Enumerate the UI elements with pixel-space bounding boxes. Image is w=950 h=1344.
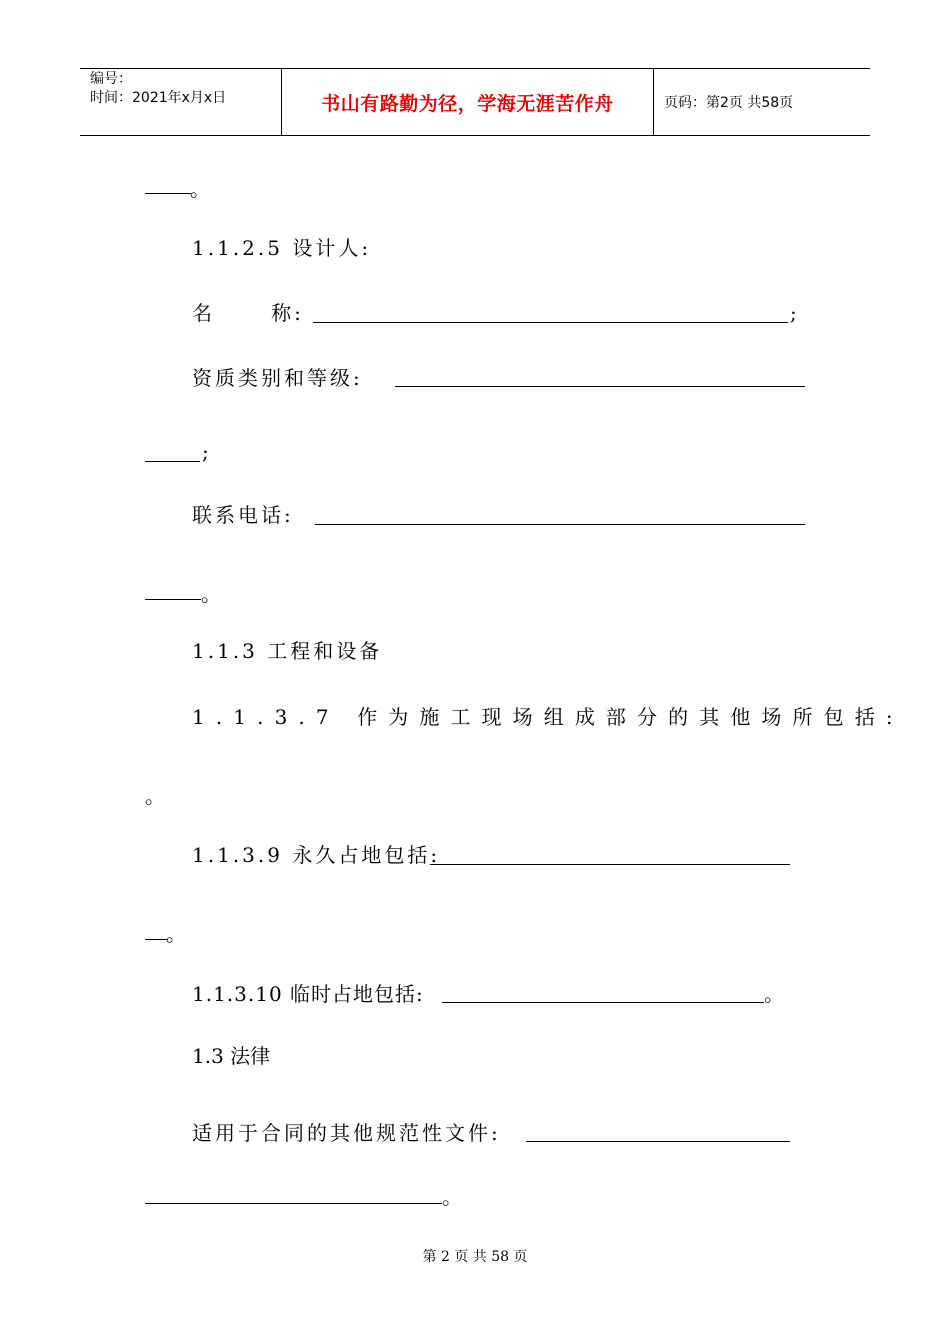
section-1137-text: 1.1.3.7 作为施工现场组成部分的其他场所包括:: [192, 705, 904, 729]
page-header: [80, 68, 870, 136]
section-1139-blank-cont: [145, 939, 167, 940]
doc-time-label: 时间：2021年x月x日: [90, 90, 227, 106]
header-slogan-cell: [282, 69, 654, 135]
section-11310-blank: [442, 1002, 764, 1003]
phone-label: 联系电话:: [192, 503, 294, 527]
footer-page-text: 第 2 页 共 58 页: [422, 1249, 528, 1265]
section-1139-punctuation: 。: [166, 922, 186, 946]
section-1139-label: 1.1.3.9 永久占地包括:: [192, 843, 441, 867]
section-13-heading: 1.3 法律: [192, 1044, 271, 1068]
other-docs-punctuation: 。: [442, 1185, 462, 1209]
section-11310-punctuation: 。: [764, 982, 784, 1006]
qualification-blank: [395, 386, 805, 387]
other-docs-blank-cont: [145, 1203, 442, 1204]
phone-punctuation: 。: [201, 582, 221, 606]
name-punctuation: ;: [790, 301, 797, 325]
name-label: 名 称:: [192, 301, 304, 325]
section-1125-heading: 1.1.2.5 设计人:: [192, 236, 372, 260]
section-113-heading: 1.1.3 工程和设备: [192, 639, 383, 663]
section-1137-punctuation: 。: [145, 784, 165, 808]
other-docs-label: 适用于合同的其他规范性文件:: [192, 1121, 501, 1145]
blank-line: [145, 193, 191, 194]
qualification-blank-cont: [145, 461, 200, 462]
header-page-cell: [654, 69, 870, 135]
section-11310-label: 1.1.3.10 临时占地包括:: [192, 982, 424, 1006]
name-blank: [313, 322, 788, 323]
phone-blank: [315, 524, 805, 525]
phone-blank-cont: [145, 599, 201, 600]
header-page-label: 页码：第2页 共58页: [664, 95, 794, 111]
punctuation: 。: [190, 177, 210, 201]
other-docs-blank: [526, 1141, 790, 1142]
qualification-label: 资质类别和等级:: [192, 366, 363, 390]
qualification-punctuation: ;: [202, 440, 209, 464]
doc-number-label: 编号：: [90, 71, 132, 87]
page-footer: [0, 1246, 950, 1266]
header-meta: [80, 69, 282, 135]
header-slogan: 书山有路勤为径，学海无涯苦作舟: [321, 92, 614, 115]
section-1139-blank: [430, 864, 790, 865]
